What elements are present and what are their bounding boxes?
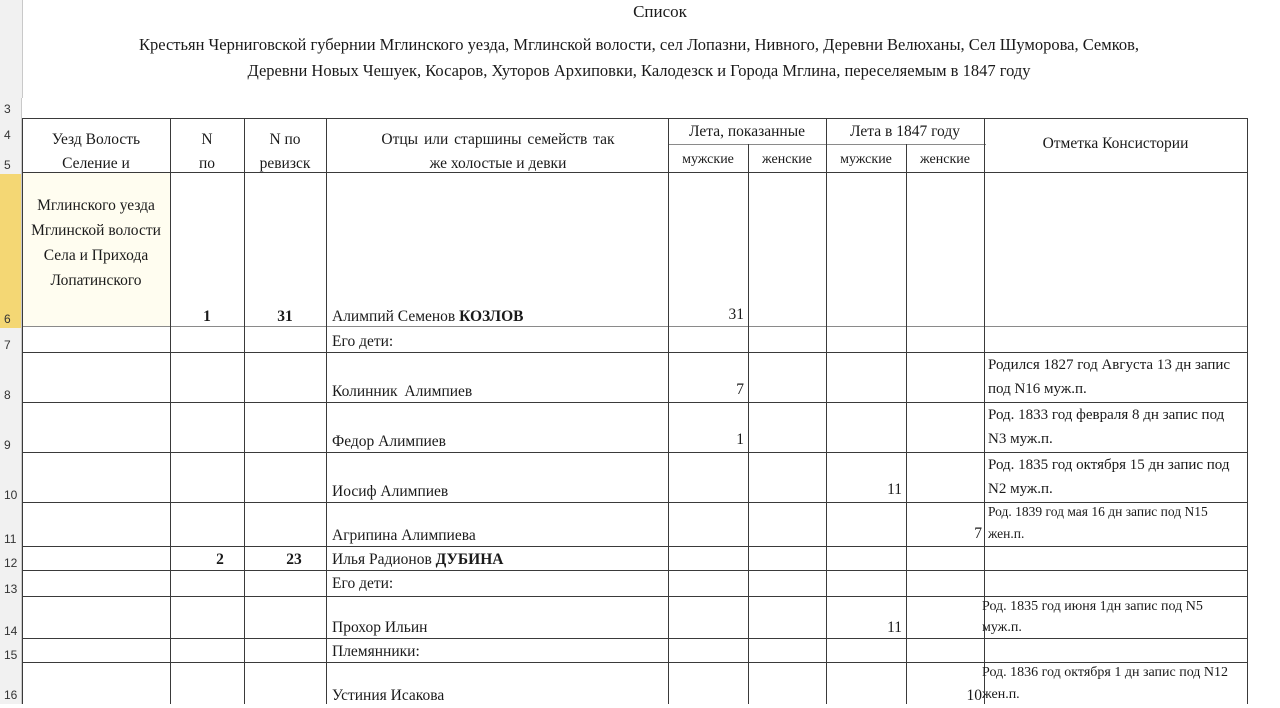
row-header-13[interactable]	[0, 572, 22, 598]
cell-name[interactable]: Иосиф Алимпиев	[332, 483, 449, 500]
header-text: же холостые и девки	[429, 155, 567, 172]
cell-rev-n[interactable]: 31	[277, 308, 293, 325]
cell-name[interactable]: Племянники:	[332, 643, 420, 660]
row-number: 9	[4, 438, 11, 452]
row-header-7[interactable]	[0, 328, 22, 354]
cell-name[interactable]: Федор Алимпиев	[332, 433, 447, 450]
cell-male-age-1847[interactable]: 11	[887, 619, 902, 636]
cell-male-age-1847[interactable]: 11	[887, 481, 902, 498]
cell-male-age[interactable]: 31	[728, 306, 744, 323]
grid-line	[668, 144, 986, 145]
cell-name[interactable]	[332, 305, 666, 329]
row-number: 16	[4, 688, 18, 702]
header-female-1847[interactable]: женские	[920, 152, 970, 167]
subtitle-line-2: Деревни Новых Чешуек, Косаров, Хуторов Архиповки, Калодезск и Города Мглина, переселяемым в 1847 году	[247, 61, 1031, 80]
header-text: по	[198, 155, 216, 172]
row-header-4[interactable]	[0, 118, 22, 144]
cell-consistory-note[interactable]: Род. 1839 год мая 16 дн запис под N15 жен.п.	[988, 504, 1208, 541]
header-col-c[interactable]	[244, 128, 326, 176]
row-number: 15	[4, 648, 18, 662]
header-female[interactable]: женские	[762, 152, 812, 167]
row-header-11[interactable]	[0, 504, 22, 548]
subtitle-line-1: Крестьян Черниговской губернии Мглинского уезда, Мглинской волости, сел Лопазни, Нивного, Деревни Велюханы, Сел Шуморова, Семков,	[138, 35, 1140, 54]
cell-name[interactable]: Устиния Исакова	[332, 687, 445, 704]
row-number: 3	[4, 102, 11, 116]
row-number: 8	[4, 388, 11, 402]
person-name: Алимпий Семенов	[332, 308, 456, 325]
cell-male-age[interactable]: 1	[736, 431, 744, 448]
header-col-b[interactable]	[170, 128, 244, 176]
cell-consistory-note[interactable]: Род. 1835 год октября 15 дн запис под N2 муж.п.	[988, 457, 1230, 497]
row-number: 13	[4, 582, 18, 596]
header-male-1847[interactable]: мужские	[840, 152, 892, 167]
grid-line	[170, 118, 171, 704]
cell-consistory-note[interactable]: Род. 1835 год июня 1дн запис под N5 муж.п.	[982, 599, 1203, 635]
header-text: N по	[269, 131, 301, 148]
grid-line	[22, 118, 1248, 119]
row-number: 5	[4, 158, 11, 172]
document-title: Список	[633, 2, 687, 21]
document-subtitle	[24, 32, 1254, 84]
header-text: ревизск	[259, 155, 311, 172]
grid-line	[906, 144, 907, 704]
person-surname: ДУБИНА	[435, 551, 504, 568]
cell-female-age-1847[interactable]: 7	[974, 525, 982, 542]
cell-rev-n[interactable]: 23	[286, 551, 302, 568]
header-text: Селение и	[62, 155, 130, 172]
cell-name[interactable]: Его дети:	[332, 575, 394, 592]
row-number: 10	[4, 488, 18, 502]
row-number: 6	[4, 312, 11, 326]
row-header-3[interactable]	[0, 98, 22, 118]
row-header-14[interactable]	[0, 598, 22, 640]
grid-line	[668, 118, 669, 704]
row-header-8[interactable]	[0, 354, 22, 404]
grid-line	[1247, 118, 1248, 704]
person-name: Илья Радионов	[332, 551, 432, 568]
header-ages-1847[interactable]: Лета в 1847 году	[850, 123, 960, 140]
header-text: N	[201, 131, 213, 148]
grid-line	[748, 144, 749, 704]
header-ages-shown[interactable]: Лета, показанные	[689, 123, 805, 140]
cell-name[interactable]	[332, 548, 666, 572]
person-surname: КОЗЛОВ	[459, 308, 524, 325]
header-male[interactable]: мужские	[682, 152, 734, 167]
grid-line	[244, 118, 245, 704]
row-header-15[interactable]	[0, 640, 22, 664]
row-header-12[interactable]	[0, 548, 22, 572]
cell-male-age[interactable]: 7	[736, 381, 744, 398]
row-number: 4	[4, 128, 11, 142]
header-col-d[interactable]	[330, 128, 666, 176]
header-text: Уезд Волость	[51, 131, 141, 148]
cell-name[interactable]: Колинник Алимпиев	[332, 383, 473, 400]
cell-consistory-note[interactable]: Родился 1827 год Августа 13 дн запис под N16 муж.п.	[988, 357, 1231, 397]
row-header-16[interactable]	[0, 664, 22, 704]
cell-name[interactable]: Агрипина Алимпиева	[332, 527, 476, 544]
row-header-blank	[0, 0, 23, 98]
cell-n[interactable]: 1	[203, 308, 211, 325]
row-header-9[interactable]	[0, 404, 22, 454]
cell-location[interactable]: Мглинского уезда Мглинской волости Села и Прихода Лопатинского	[31, 197, 161, 289]
row-header-6[interactable]	[0, 174, 22, 328]
row-number: 11	[4, 532, 17, 546]
cell-name[interactable]: Его дети:	[332, 333, 394, 350]
header-text: Отцы или старшины семейств так	[381, 131, 615, 148]
cell-consistory-note[interactable]: Род. 1836 год октября 1 дн запис под N12 жен.п.	[982, 665, 1229, 702]
cell-female-age-1847[interactable]: 10	[966, 687, 982, 704]
cell-n[interactable]: 2	[216, 551, 224, 568]
row-number: 7	[4, 338, 11, 352]
row-number: 14	[4, 624, 18, 638]
grid-line	[326, 118, 327, 704]
header-consistory[interactable]: Отметка Консистории	[1042, 135, 1189, 152]
header-col-a[interactable]	[22, 128, 170, 176]
cell-name[interactable]: Прохор Ильин	[332, 619, 428, 636]
row-header-5[interactable]	[0, 144, 22, 174]
row-header-10[interactable]	[0, 454, 22, 504]
row-number: 12	[4, 556, 18, 570]
cell-consistory-note[interactable]: Род. 1833 год февраля 8 дн запис под N3 муж.п.	[988, 407, 1225, 447]
